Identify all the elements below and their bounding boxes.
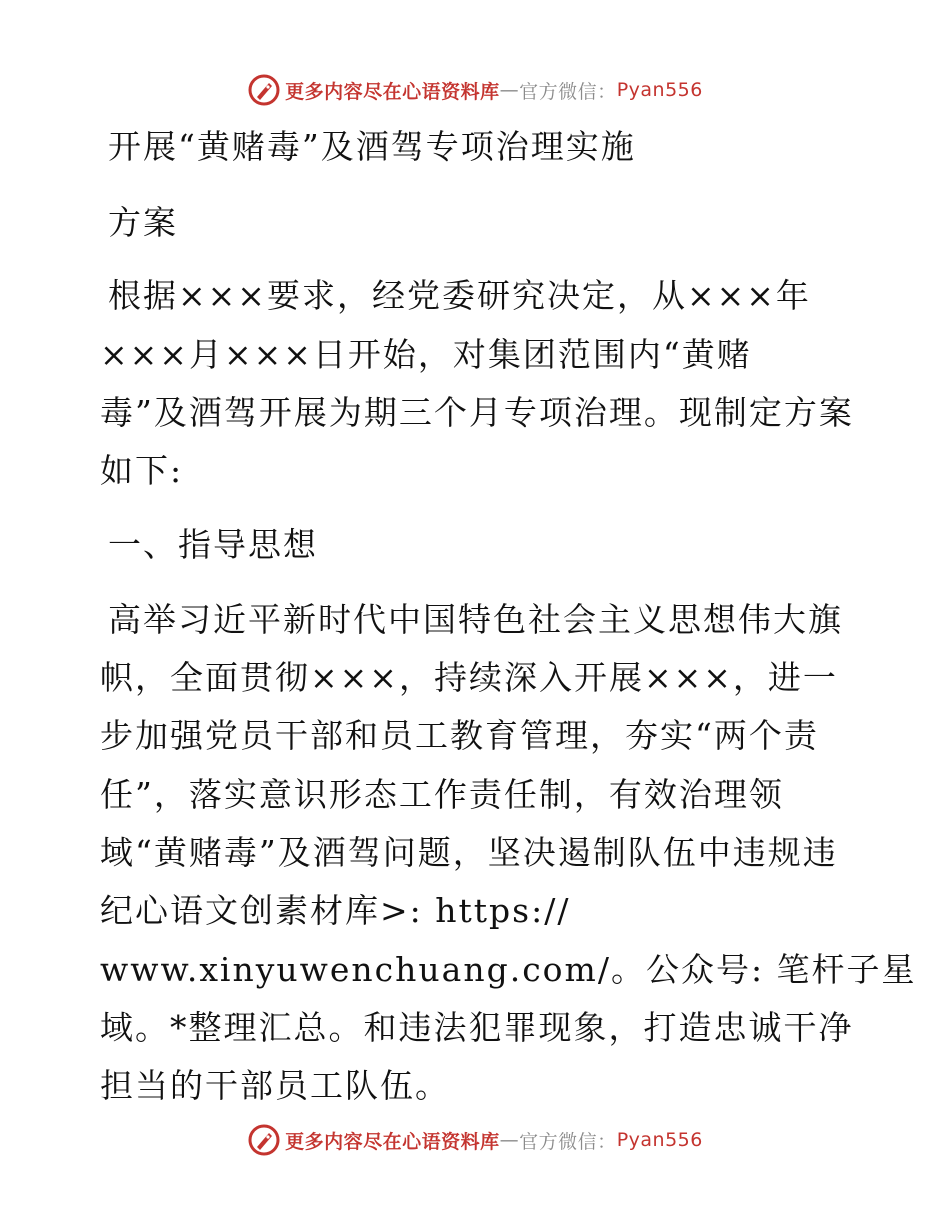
doc-title-line-2: 方案 <box>108 203 178 242</box>
section-body-line: 域“黄赌毒”及酒驾问题，坚决遏制队伍中违规违 <box>100 833 838 872</box>
section-body-line: 域。*整理汇总。和违法犯罪现象，打造忠诚干净 <box>100 1008 854 1047</box>
doc-title-line-1: 开展“黄赌毒”及酒驾专项治理实施 <box>108 127 636 166</box>
section-body-line: www.xinyuwenchuang.com/。公众号: 笔杆子星 <box>100 950 917 989</box>
section-body-line: 纪心语文创素材库>: https:// <box>100 891 571 930</box>
section-body-line: 帜，全面贯彻×××，持续深入开展×××，进一 <box>100 658 838 697</box>
intro-line: 毒”及酒驾开展为期三个月专项治理。现制定方案 <box>100 393 854 432</box>
section-heading: 一、指导思想 <box>108 525 318 564</box>
intro-line: 如下: <box>100 451 184 490</box>
watermark-separator: — <box>499 79 520 101</box>
watermark-wechat-id: Pyan556 <box>616 1129 703 1151</box>
footer-watermark <box>0 1120 950 1160</box>
watermark-separator: — <box>499 1129 520 1151</box>
intro-line: ×××月×××日开始，对集团范围内“黄赌 <box>100 335 752 374</box>
pen-nib-logo-icon <box>247 1123 281 1157</box>
section-body-line: 步加强党员干部和员工教育管理，夯实“两个责 <box>100 716 819 755</box>
section-body-line: 高举习近平新时代中国特色社会主义思想伟大旗 <box>108 600 843 639</box>
watermark-wechat-id: Pyan556 <box>616 79 703 101</box>
watermark-wechat-label: 官方微信： <box>519 80 617 103</box>
watermark-site-text: 更多内容尽在心语资料库 <box>285 1130 500 1153</box>
header-watermark <box>0 70 950 110</box>
intro-line: 根据×××要求，经党委研究决定，从×××年 <box>108 276 811 315</box>
section-body-line: 担当的干部员工队伍。 <box>100 1066 450 1105</box>
watermark-site-text: 更多内容尽在心语资料库 <box>285 80 500 103</box>
watermark-wechat-label: 官方微信： <box>519 1130 617 1153</box>
section-body-line: 任”，落实意识形态工作责任制，有效治理领 <box>100 775 784 814</box>
pen-nib-logo-icon <box>247 73 281 107</box>
